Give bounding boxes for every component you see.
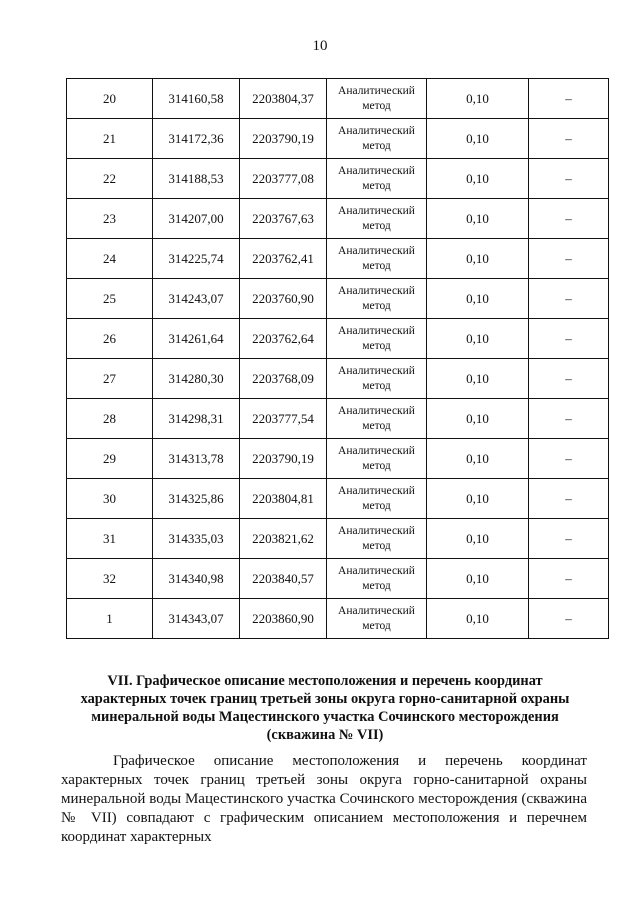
table-row — [67, 599, 609, 639]
dash-cell: – — [529, 399, 609, 439]
table-row — [67, 319, 609, 359]
table-row — [67, 199, 609, 239]
body-paragraph: Графическое описание местоположения и перечень координат характерных точек границ третьей зоны округа горно-санитарной охраны минеральной воды Мацестинского участка Сочинского месторождения (скважина № VII) совпадают с графическим описанием местоположения и перечнем координат характерных — [61, 753, 587, 845]
x-coordinate-cell: 314340,98 — [153, 559, 240, 599]
precision-cell: 0,10 — [427, 79, 529, 119]
heading-line: минеральной воды Мацестинского участка Сочинского месторождения — [91, 709, 559, 725]
point-number-cell: 25 — [67, 279, 153, 319]
y-coordinate-cell: 2203760,90 — [240, 279, 327, 319]
dash-cell: – — [529, 519, 609, 559]
method-cell: Аналитический метод — [327, 559, 427, 599]
dash-cell: – — [529, 559, 609, 599]
point-number-cell: 27 — [67, 359, 153, 399]
dash-cell: – — [529, 319, 609, 359]
point-number-cell: 22 — [67, 159, 153, 199]
dash-cell: – — [529, 439, 609, 479]
precision-cell: 0,10 — [427, 199, 529, 239]
y-coordinate-cell: 2203840,57 — [240, 559, 327, 599]
heading-line: характерных точек границ третьей зоны округа горно-санитарной охраны — [80, 691, 570, 707]
precision-cell: 0,10 — [427, 319, 529, 359]
precision-cell: 0,10 — [427, 279, 529, 319]
x-coordinate-cell: 314225,74 — [153, 239, 240, 279]
y-coordinate-cell: 2203821,62 — [240, 519, 327, 559]
precision-cell: 0,10 — [427, 479, 529, 519]
table-row — [67, 359, 609, 399]
precision-cell: 0,10 — [427, 359, 529, 399]
y-coordinate-cell: 2203860,90 — [240, 599, 327, 639]
x-coordinate-cell: 314243,07 — [153, 279, 240, 319]
x-coordinate-cell: 314280,30 — [153, 359, 240, 399]
dash-cell: – — [529, 239, 609, 279]
table-row — [67, 279, 609, 319]
method-cell: Аналитический метод — [327, 279, 427, 319]
precision-cell: 0,10 — [427, 399, 529, 439]
point-number-cell: 23 — [67, 199, 153, 239]
x-coordinate-cell: 314188,53 — [153, 159, 240, 199]
method-cell: Аналитический метод — [327, 599, 427, 639]
table-row — [67, 559, 609, 599]
precision-cell: 0,10 — [427, 599, 529, 639]
y-coordinate-cell: 2203768,09 — [240, 359, 327, 399]
table-row — [67, 79, 609, 119]
precision-cell: 0,10 — [427, 119, 529, 159]
table-row — [67, 399, 609, 439]
point-number-cell: 30 — [67, 479, 153, 519]
point-number-cell: 31 — [67, 519, 153, 559]
table-row — [67, 479, 609, 519]
table-body — [67, 79, 609, 639]
table-row — [67, 439, 609, 479]
method-cell: Аналитический метод — [327, 359, 427, 399]
heading-line: VII. Графическое описание местоположения и перечень координат — [107, 673, 543, 689]
table-row — [67, 519, 609, 559]
dash-cell: – — [529, 479, 609, 519]
precision-cell: 0,10 — [427, 519, 529, 559]
heading-line: (скважина № VII) — [266, 727, 384, 743]
point-number-cell: 26 — [67, 319, 153, 359]
table-row — [67, 239, 609, 279]
method-cell: Аналитический метод — [327, 159, 427, 199]
y-coordinate-cell: 2203767,63 — [240, 199, 327, 239]
dash-cell: – — [529, 359, 609, 399]
coordinates-table — [66, 78, 609, 639]
section-heading — [60, 672, 590, 744]
precision-cell: 0,10 — [427, 559, 529, 599]
point-number-cell: 32 — [67, 559, 153, 599]
precision-cell: 0,10 — [427, 239, 529, 279]
y-coordinate-cell: 2203804,81 — [240, 479, 327, 519]
method-cell: Аналитический метод — [327, 199, 427, 239]
dash-cell: – — [529, 119, 609, 159]
method-cell: Аналитический метод — [327, 399, 427, 439]
x-coordinate-cell: 314343,07 — [153, 599, 240, 639]
dash-cell: – — [529, 159, 609, 199]
x-coordinate-cell: 314261,64 — [153, 319, 240, 359]
page-number: 10 — [312, 38, 328, 54]
x-coordinate-cell: 314335,03 — [153, 519, 240, 559]
point-number-cell: 21 — [67, 119, 153, 159]
x-coordinate-cell: 314172,36 — [153, 119, 240, 159]
x-coordinate-cell: 314298,31 — [153, 399, 240, 439]
method-cell: Аналитический метод — [327, 519, 427, 559]
method-cell: Аналитический метод — [327, 79, 427, 119]
precision-cell: 0,10 — [427, 439, 529, 479]
y-coordinate-cell: 2203790,19 — [240, 119, 327, 159]
method-cell: Аналитический метод — [327, 479, 427, 519]
y-coordinate-cell: 2203777,08 — [240, 159, 327, 199]
method-cell: Аналитический метод — [327, 239, 427, 279]
y-coordinate-cell: 2203790,19 — [240, 439, 327, 479]
precision-cell: 0,10 — [427, 159, 529, 199]
dash-cell: – — [529, 279, 609, 319]
table-row — [67, 119, 609, 159]
dash-cell: – — [529, 199, 609, 239]
x-coordinate-cell: 314207,00 — [153, 199, 240, 239]
x-coordinate-cell: 314313,78 — [153, 439, 240, 479]
point-number-cell: 24 — [67, 239, 153, 279]
point-number-cell: 1 — [67, 599, 153, 639]
point-number-cell: 28 — [67, 399, 153, 439]
x-coordinate-cell: 314160,58 — [153, 79, 240, 119]
x-coordinate-cell: 314325,86 — [153, 479, 240, 519]
y-coordinate-cell: 2203804,37 — [240, 79, 327, 119]
point-number-cell: 29 — [67, 439, 153, 479]
table-row — [67, 159, 609, 199]
y-coordinate-cell: 2203762,64 — [240, 319, 327, 359]
method-cell: Аналитический метод — [327, 119, 427, 159]
dash-cell: – — [529, 79, 609, 119]
method-cell: Аналитический метод — [327, 319, 427, 359]
y-coordinate-cell: 2203762,41 — [240, 239, 327, 279]
dash-cell: – — [529, 599, 609, 639]
y-coordinate-cell: 2203777,54 — [240, 399, 327, 439]
method-cell: Аналитический метод — [327, 439, 427, 479]
point-number-cell: 20 — [67, 79, 153, 119]
